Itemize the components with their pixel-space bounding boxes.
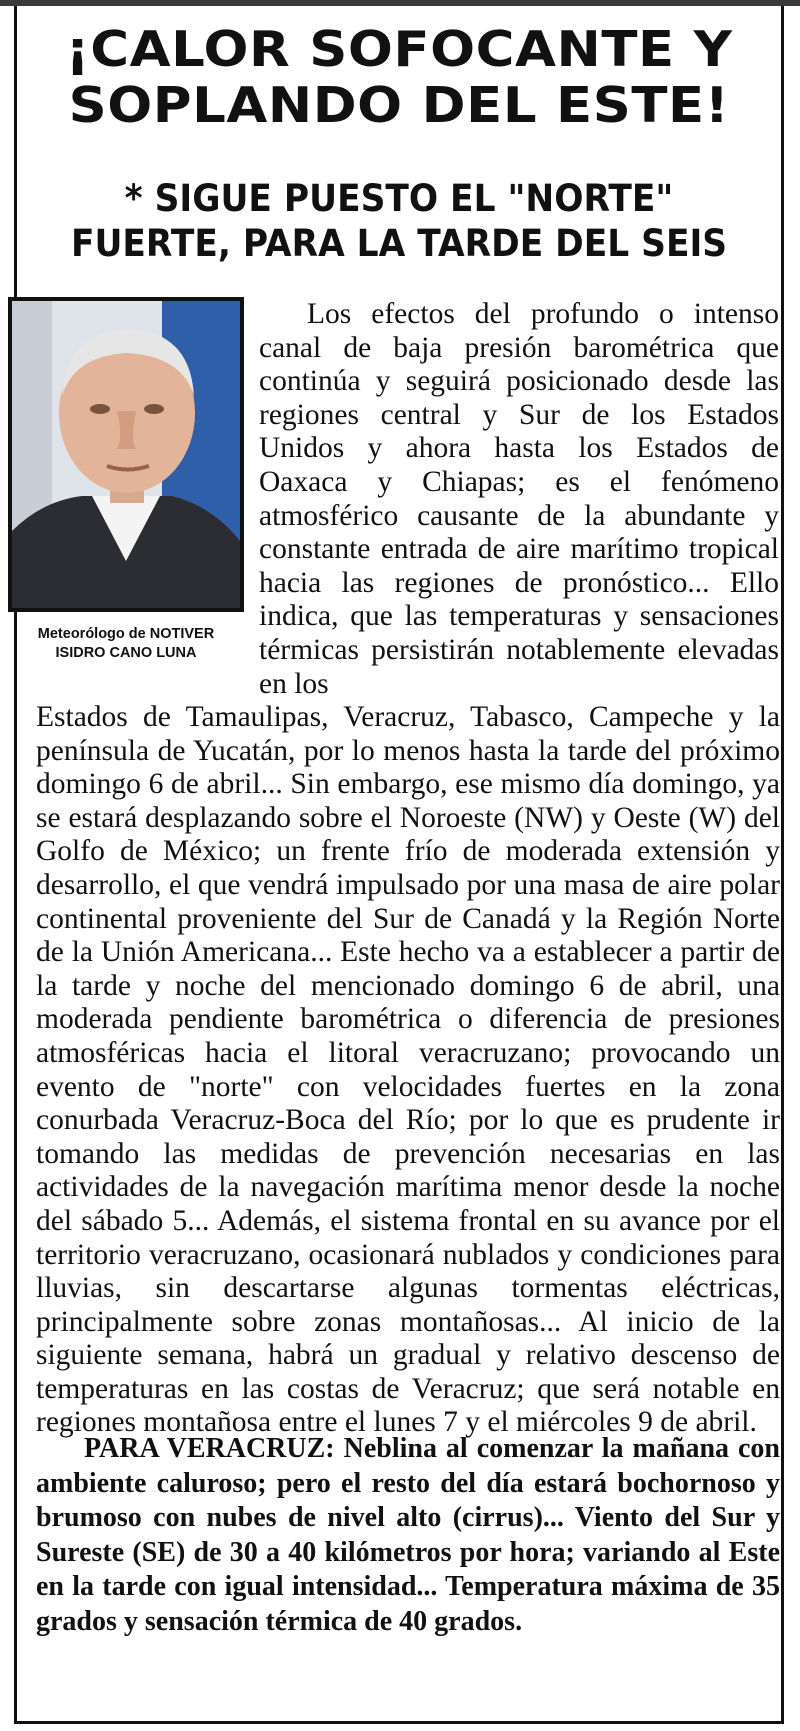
photo-caption <box>8 625 244 663</box>
body-column-full <box>36 701 780 1440</box>
forecast-veracruz: PARA VERACRUZ: Neblina al comenzar la mañana con ambiente caluroso; pero el resto del día estará bochornoso y brumoso con nubes de nivel alto (cirrus)... Viento del Sur y Sureste (SE) de 30 a 40 kilómetros por hora; variando al Este en la tarde con igual intensidad... Temperatura máxima de 35 grados y sensación térmica de 40 grados. <box>36 1433 780 1637</box>
body-column-right <box>259 298 779 701</box>
caption-title: Meteorólogo de NOTIVER <box>37 626 215 642</box>
caption-name: ISIDRO CANO LUNA <box>55 645 197 661</box>
headline: ¡CALOR SOFOCANTE Y SOPLANDO DEL ESTE! <box>65 21 733 134</box>
body-paragraph-start: Los efectos del profundo o intenso canal de baja presión barométrica que continúa y seguirá posicionado desde las regiones central y Sur de los Estados Unidos y ahora hasta los Estados de Oaxaca y Chiapas; es el fenómeno atmosférico causante de la abundante y constante entrada de aire marítimo tropical hacia las regiones de pronóstico... Ello indica, que las temperaturas y sensaciones térmicas persistirán notablemente elevadas en los <box>259 298 779 700</box>
subheadline: * SIGUE PUESTO EL "NORTE" FUERTE, PARA LA TARDE DEL SEIS <box>70 177 728 265</box>
meteorologist-photo <box>8 297 244 612</box>
body-paragraph-continued: Estados de Tamaulipas, Veracruz, Tabasco, Campeche y la península de Yucatán, por lo menos hasta la tarde del próximo domingo 6 de abril... Sin embargo, ese mismo día domingo, ya se estará desplazando sobre el Noroeste (NW) y Oeste (W) del Golfo de México; un frente frío de moderada extensión y desarrollo, el que vendrá impulsado por una masa de aire polar continental proveniente del Sur de Canadá y la Región Norte de la Unión Americana... Este hecho va a establecer a partir de la tarde y noche del mencionado domingo 6 de abril, una moderada pendiente barométrica o diferencia de presiones atmosféricas hacia el litoral veracruzano; provocando un evento de "norte" con velocidades fuertes en la zona conurbada Veracruz-Boca del Río; por lo que es prudente ir tomando las medidas de prevención necesarias en las actividades de la navegación marítima menor desde la noche del sábado 5... Además, el sistema frontal en su avance por el territorio veracruzano, ocasionará nublados y condiciones para lluvias, sin descartarse algunas tormentas eléctricas, principalmente sobre zonas montañosas... Al inicio de la siguiente semana, habrá un gradual y relativo descenso de temperaturas en las costas de Veracruz; que será notable en regiones montañosa entre el lunes 7 y el miércoles 9 de abril. <box>36 701 780 1439</box>
portrait-illustration <box>12 301 240 608</box>
